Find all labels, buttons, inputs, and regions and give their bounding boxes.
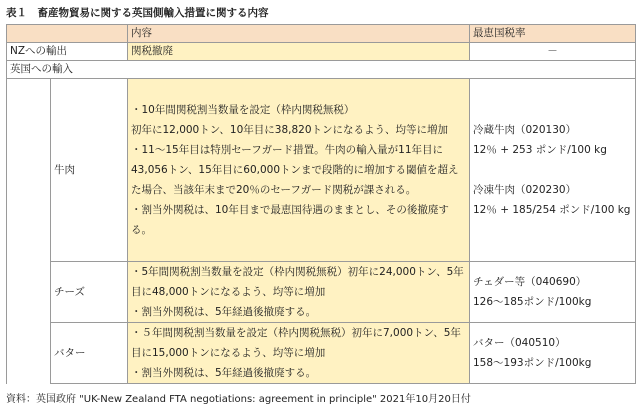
beef-tariff-line: 12％ + 185/254 ポンド/100 kg [473, 204, 631, 216]
cheese-tariff-line: 126～185ポンド/100kg [473, 296, 592, 308]
indent-cell [7, 79, 51, 384]
butter-tariff [470, 323, 636, 384]
nz-export-content: 関税撤廃 [128, 43, 470, 61]
header-blank [7, 25, 128, 43]
header-content: 内容 [128, 25, 470, 43]
beef-tariff-line: 冷蔵牛肉（020130） [473, 124, 577, 136]
beef-tariff [470, 79, 636, 262]
beef-row [7, 79, 636, 262]
beef-tariff-spacer [473, 160, 632, 180]
cheese-tariff-line: チェダー等（040690） [473, 276, 587, 288]
header-tariff: 最恵国税率 [470, 25, 636, 43]
butter-tariff-line: 158～193ポンド/100kg [473, 357, 592, 369]
beef-label: 牛肉 [51, 79, 128, 262]
butter-label: バター [51, 323, 128, 384]
beef-content-line: 初年に12,000トン、10年目に38,820トンになるよう、均等に増加 [131, 124, 448, 136]
cheese-content-line: ・5年間関税割当数量を設定（枠内関税無税）初年に24,000トン、5年目に48,000トンになるよう、均等に増加 [131, 266, 464, 298]
table-title: 表１ 畜産物貿易に関する英国側輸入措置に関する内容 [6, 7, 269, 19]
beef-content-line: ・10年間関税割当数量を設定（枠内関税無税） [131, 104, 355, 116]
cheese-tariff [470, 262, 636, 323]
nz-export-tariff: － [470, 43, 636, 61]
beef-content [128, 79, 470, 262]
source-note: 資料：英国政府 "UK-New Zealand FTA negotiations: agreement in principle" 2021年10月20日付 [6, 394, 471, 405]
uk-import-row [7, 61, 636, 79]
beef-tariff-line: 冷凍牛肉（020230） [473, 184, 577, 196]
nz-export-label: NZへの輸出 [7, 43, 128, 61]
beef-content-line: ・割当外関税は、10年目まで最恵国待遇のままとし、その後撤廃する。 [131, 204, 449, 236]
cheese-content [128, 262, 470, 323]
beef-content-line: ・11～15年目は特別セーフガード措置。牛肉の輸入量が11年目に43,056トン、15年目に60,000トンまで段階的に増加する閾値を超えた場合、当該年末まで20％のセーフガード関税が課される。 [131, 144, 459, 196]
beef-tariff-line: 12％ + 253 ポンド/100 kg [473, 144, 607, 156]
butter-content-line: ・割当外関税は、5年経過後撤廃する。 [131, 367, 317, 379]
cheese-row [7, 262, 636, 323]
nz-export-row [7, 43, 636, 61]
butter-tariff-line: バター（040510） [473, 337, 566, 349]
cheese-label: チーズ [51, 262, 128, 323]
cheese-content-line: ・割当外関税は、5年経過後撤廃する。 [131, 306, 317, 318]
butter-row [7, 323, 636, 384]
butter-content [128, 323, 470, 384]
header-row [7, 25, 636, 43]
uk-import-label: 英国への輸入 [7, 61, 636, 79]
butter-content-line: ・５年間関税割当数量を設定（枠内関税無税）初年に7,000トン、5年目に15,000トンになるよう、均等に増加 [131, 327, 461, 359]
import-measures-table [6, 24, 636, 384]
